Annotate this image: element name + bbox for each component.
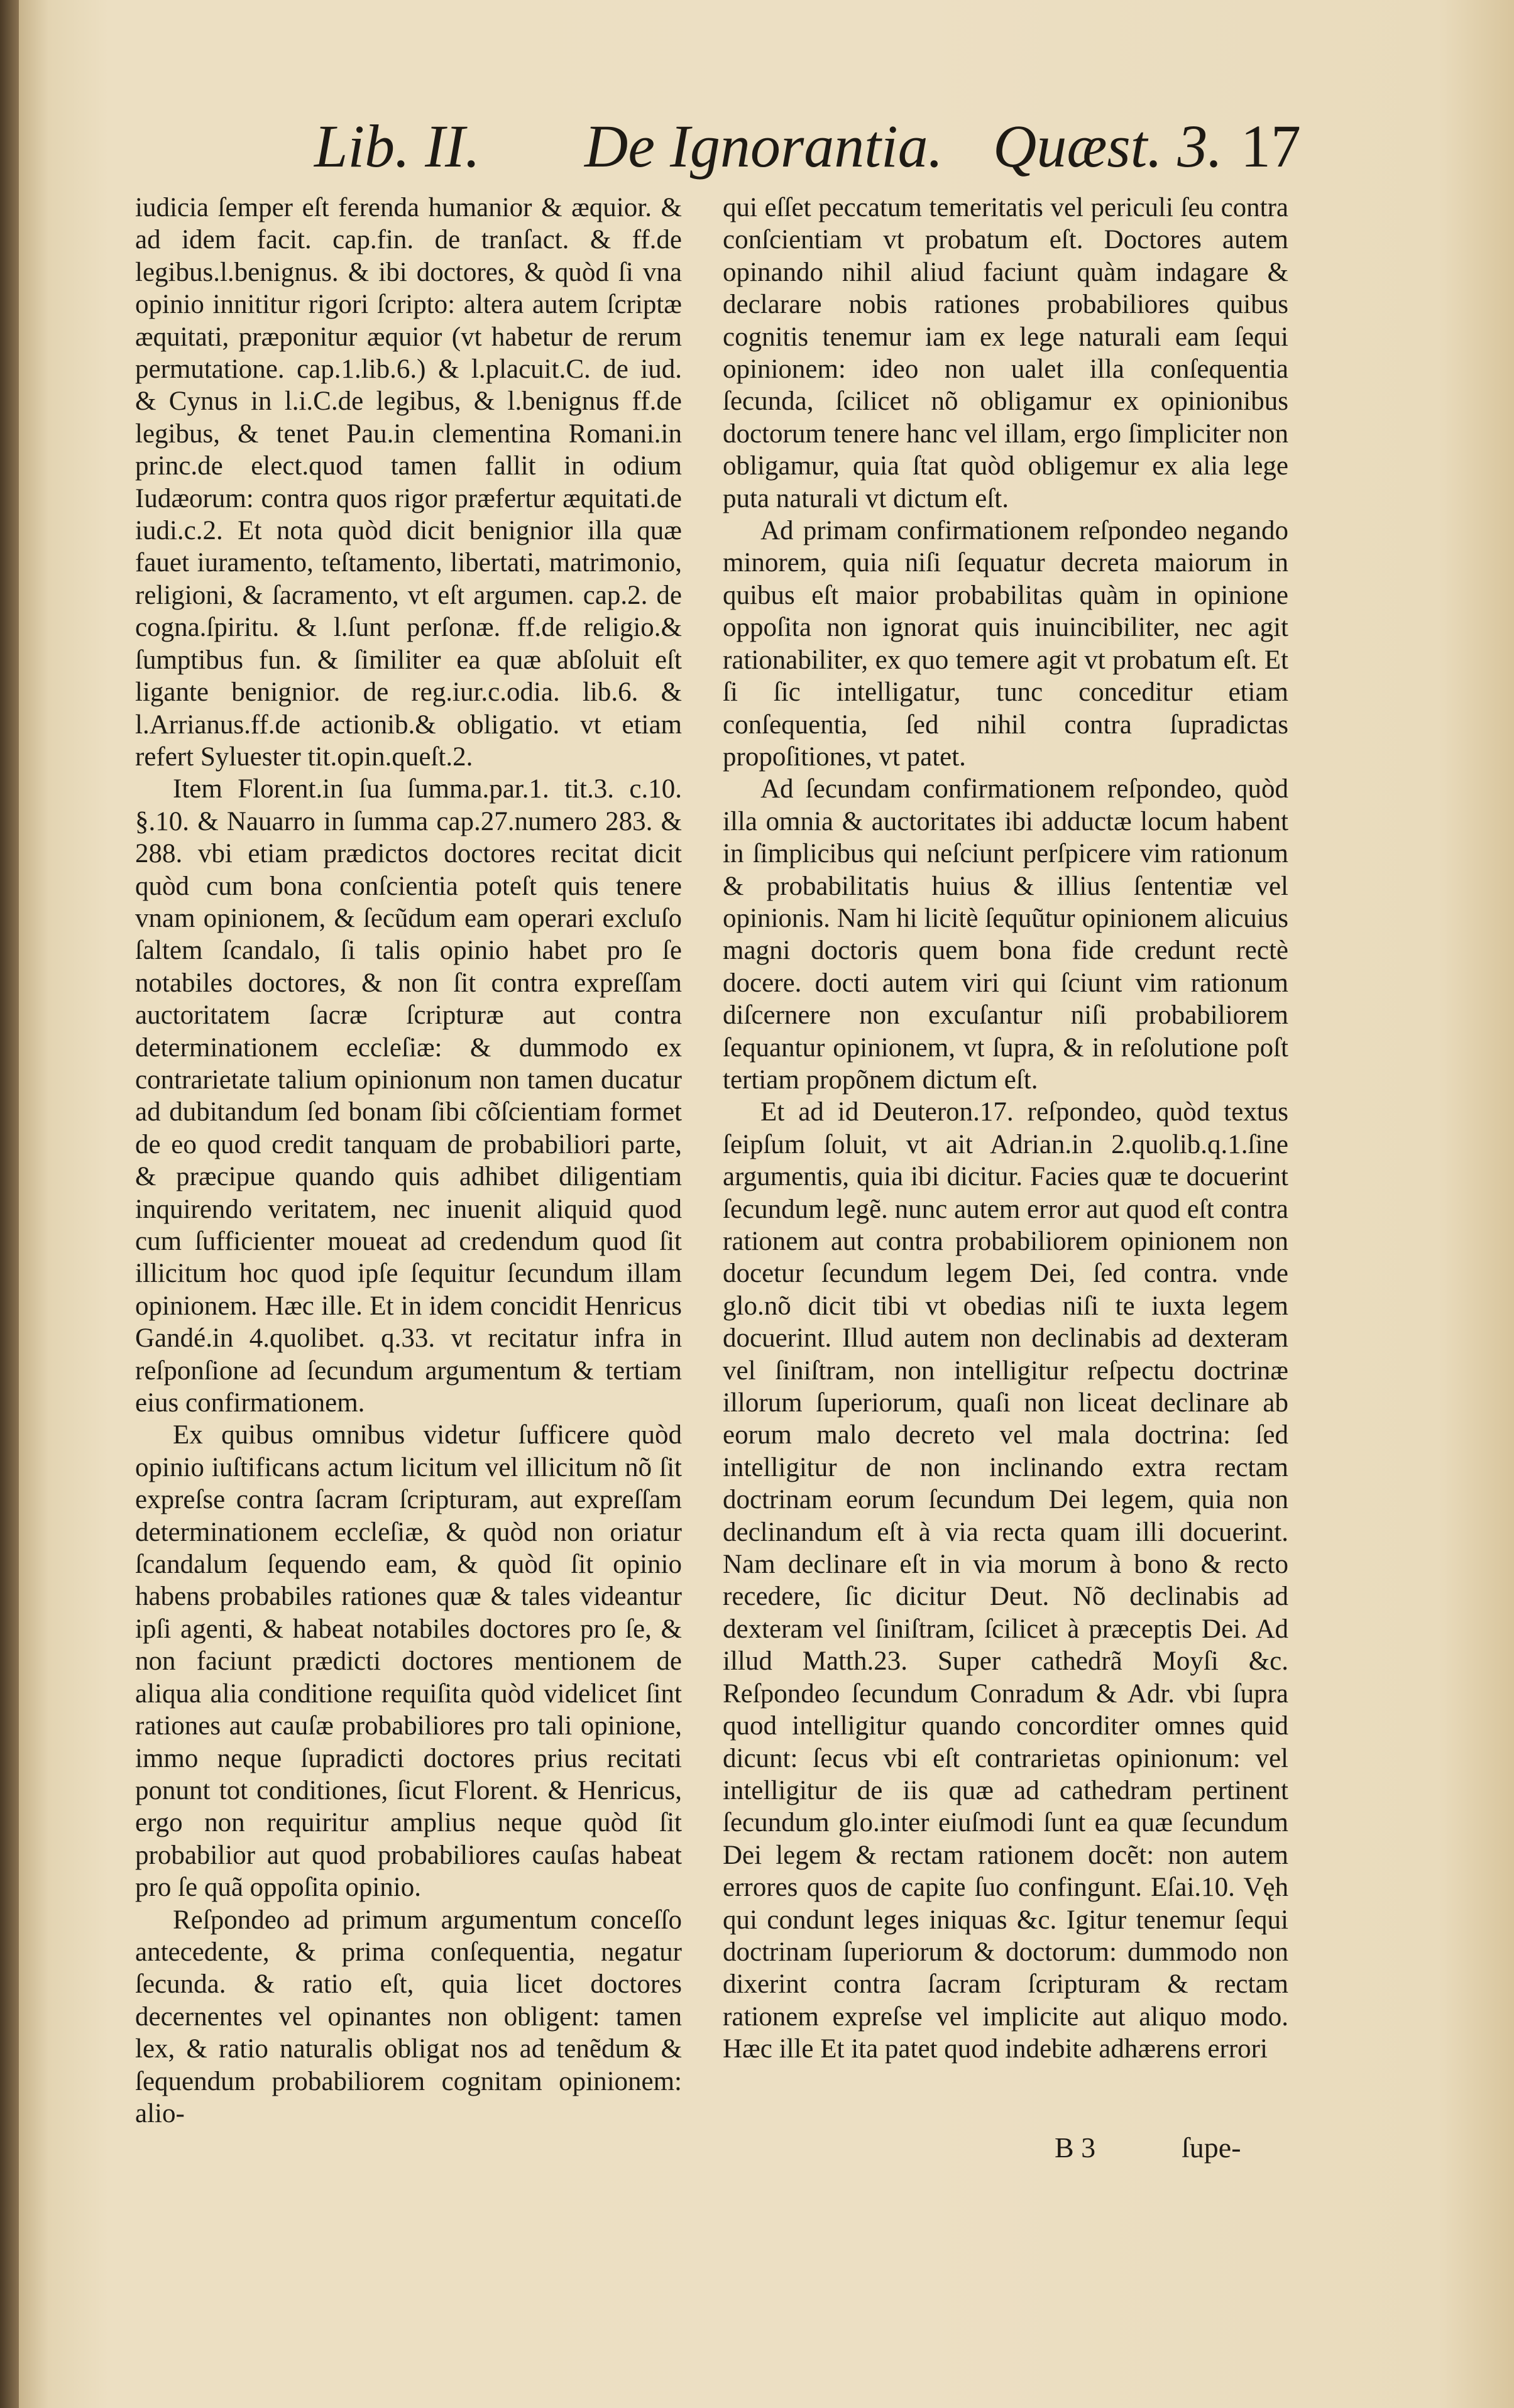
- section-title: De Ignorantia.: [584, 112, 943, 180]
- book-label: Lib. II.: [314, 112, 480, 180]
- right-paragraph-1: qui eſſet peccatum temeritatis vel periculi ſeu contra conſcientiam vt probatum eſt. Doctores autem opinando nihil aliud faciunt quàm indagare & declarare nobis rationes probabiliores quibus cognitis tenemur iam ex lege naturali eam ſequi opinionem: ideo non ualet illa conſequentia ſecunda, ſcilicet nõ obligamur ex opinionibus doctorum tenere hanc vel illam, ergo ſimpliciter non obligamur, quia ſtat quòd obligemur ex alia lege puta naturali vt dictum eſt.: [723, 193, 1288, 513]
- left-paragraph-3: Ex quibus omnibus videtur ſufficere quòd opinio iuſtificans actum licitum vel illicitum nõ ſit expreſse contra ſacram ſcripturam, aut expreſſam determinationem eccleſiæ, & quòd non oriatur ſcandalum ſequendo eam, & quòd ſit opinio habens probabiles rationes quæ & tales videantur ipſi agenti, & habeat notabiles doctores pro ſe, & non faciunt prædicti doctores mentionem de aliqua alia conditione requiſita quòd videlicet ſint rationes aut cauſæ probabiliores pro tali opinione, immo neque ſupradicti doctores prius recitati ponunt tot conditiones, ſicut Florent. & Henricus, ergo non requiritur amplius neque quòd ſit probabilior aut quod probabiliores cauſas habeat pro ſe quã oppoſita opinio.: [135, 1420, 682, 1903]
- left-paragraph-2: Item Florent.in ſua ſumma.par.1. tit.3. c.10. §.10. & Nauarro in ſumma cap.27.numero 283. & 288. vbi etiam prædictos doctores recitat dicit quòd cum bona conſcientia poteſt quis tenere vnam opinionem, & ſecũdum eam operari excluſo ſaltem ſcandalo, ſi talis opinio habet pro ſe notabiles doctores, & non ſit contra expreſſam auctoritatem ſacræ ſcripturæ aut contra determinationem eccleſiæ: & dummodo ex contrarietate talium opinionum non tamen ducatur ad dubitandum ſed bonam ſibi cõſcientiam formet de eo quod credit tanquam de probabiliori parte, & præcipue quando quis adhibet diligentiam inquirendo veritatem, nec inuenit aliquid quod cum ſufficienter moueat ad credendum quod ſit illicitum hoc quod ipſe ſequitur ſecundum illam opinionem. Hæc ille. Et in idem concidit Henricus Gandé.in 4.quolibet. q.33. vt recitatur infra in reſponſione ad ſecundum argumentum & tertiam eius confirmationem.: [135, 774, 682, 1418]
- running-header: [270, 106, 1301, 187]
- page-footer: [1050, 2123, 1301, 2173]
- catchword: ſupe-: [1182, 2132, 1241, 2164]
- question-label: Quæst. 3.: [993, 112, 1223, 180]
- left-paragraph-1: iudicia ſemper eſt ferenda humanior & æquior. & ad idem facit. cap.fin. de tranſact. & ff.de legibus.l.benignus. & ibi doctores, & quòd ſi vna opinio innititur rigori ſcripto: altera autem ſcriptæ æquitati, præponitur æquior (vt habetur de rerum permutatione. cap.1.lib.6.) & l.placuit.C. de iud. & Cynus in l.i.C.de legibus, & l.benignus ff.de legibus, & tenet Pau.in clementina Romani.in princ.de elect.quod tamen fallit in odium Iudæorum: contra quos rigor præfertur æquitati.de iudi.c.2. Et nota quòd dicit benignior illa quæ fauet iuramento, teſtamento, libertati, matrimonio, religioni, & ſacramento, vt eſt argumen. cap.2. de cogna.ſpiritu. & l.ſunt perſonæ. ff.de religio.& ſumptibus fun. & ſimiliter ea quæ abſoluit eſt ligante benignior. de reg.iur.c.odia. lib.6. & l.Arrianus.ff.de actionib.& obligatio. vt etiam refert Syluester tit.opin.queſt.2.: [135, 193, 682, 772]
- right-paragraph-4: Et ad id Deuteron.17. reſpondeo, quòd textus ſeipſum ſoluit, vt ait Adrian.in 2.quolib.q.1.ſine argumentis, quia ibi dicitur. Facies quæ te docuerint ſecundum legẽ. nunc autem error aut quod eſt contra rationem aut contra probabiliorem opinionem non docetur ſecundum legem Dei, ſed contra. vnde glo.nõ dicit tibi vt obedias niſi te iuxta legem docuerint. Illud autem non declinabis ad dexteram vel ſiniſtram, non intelligitur reſpectu doctrinæ illorum ſuperiorum, quaſi non liceat declinare ab eorum malo decreto vel mala doctrina: ſed intelligitur de non inclinando extra rectam doctrinam eorum ſecundum Dei legem, quia non declinandum eſt à via recta quam illi docuerint. Nam declinare eſt in via morum à bono & recto recedere, ſic dicitur Deut. Nõ declinabis ad dexteram vel ſiniſtram, ſcilicet à præceptis Dei. Ad illud Matth.23. Super cathedrã Moyſi &c. Reſpondeo ſecundum Conradum & Adr. vbi ſupra quod intelligitur quando concorditer omnes quid dicunt: ſecus vbi eſt contrarietas opinionum: vel intelligitur de iis quæ ad cathedram pertinent ſecundum glo.inter eiuſmodi ſunt ea quæ ſecundum Dei legem & rectam rationem docẽt: non autem errores quos de capite ſuo confingunt. Eſai.10. Vęh qui condunt leges iniquas &c. Igitur tenemur ſequi doctrinam ſuperiorum & doctorum: dummodo non dixerint contra ſacram ſcripturam & rectam rationem expreſse vel implicite aut aliquo modo. Hæc ille Et ita patet quod indebite adhærens errori: [723, 1097, 1288, 2064]
- book-page: [19, 0, 1514, 2408]
- signature-mark: B 3: [1055, 2132, 1096, 2164]
- right-paragraph-2: Ad primam confirmationem reſpondeo negando minorem, quia niſi ſequatur decreta maiorum in quibus eſt maior probabilitas quàm in opinione oppoſita non ignorat quis inuincibiliter, nec agit rationabiliter, ex quo temere agit vt probatum eſt. Et ſi ſic intelligatur, tunc conceditur etiam conſequentia, ſed nihil contra ſupradictas propoſitiones, vt patet.: [723, 516, 1288, 772]
- binding-gutter: [0, 0, 19, 2408]
- right-column: [723, 192, 1288, 2133]
- right-paragraph-3: Ad ſecundam confirmationem reſpondeo, quòd illa omnia & auctoritates ibi adductæ locum habent in ſimplicibus qui neſciunt perſpicere vim rationum & probabilitatis huius & illius ſententiæ vel opinionis. Nam hi licitè ſequũtur opinionem alicuius magni doctoris quem bona fide credunt rectè docere. docti autem viri qui ſciunt vim rationum diſcernere non excuſantur niſi probabiliorem ſequantur opinionem, vt ſupra, & in reſolutione poſt tertiam propõnem dictum eſt.: [723, 774, 1288, 1095]
- left-paragraph-4: Reſpondeo ad primum argumentum conceſſo antecedente, & prima conſequentia, negatur ſecunda. & ratio eſt, quia licet doctores decernentes vel opinantes non obligent: tamen lex, & ratio naturalis obligat nos ad tenẽdum & ſequendum probabiliorem cognitam opinionem: alio-: [135, 1905, 682, 2128]
- page-number: 17: [1241, 112, 1301, 180]
- left-column: [135, 192, 682, 2133]
